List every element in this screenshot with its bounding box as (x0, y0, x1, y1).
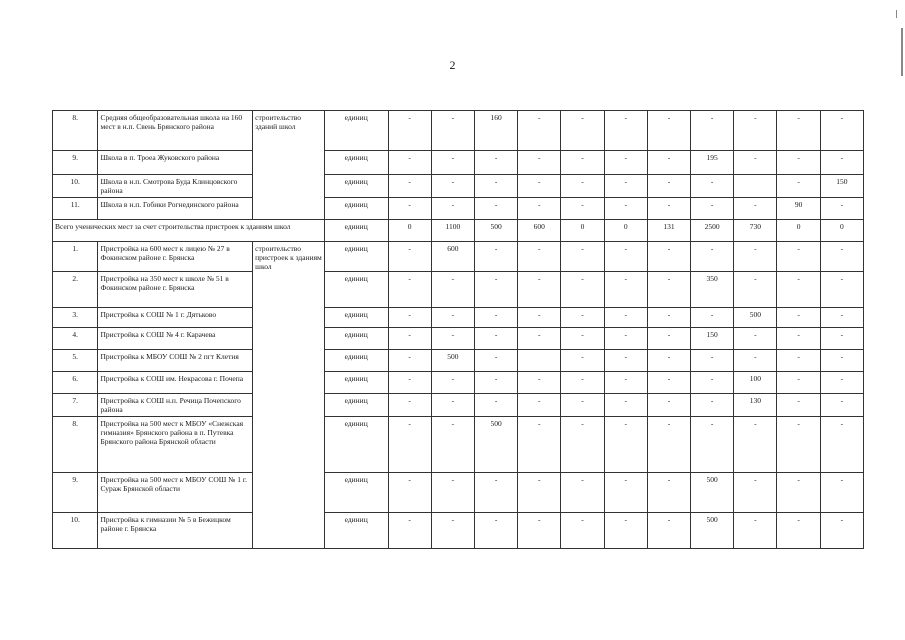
value-cell: 500 (474, 417, 517, 473)
table-row (53, 372, 864, 394)
value-cell: 500 (431, 350, 474, 372)
value-cell: - (431, 272, 474, 308)
value-cell: - (777, 328, 820, 350)
value-cell: 195 (691, 151, 734, 175)
value-cell: 0 (604, 220, 647, 242)
value-cell: - (777, 111, 820, 151)
value-cell: - (388, 350, 431, 372)
object-name: Школа в н.п. Смотрова Буда Клинцовского района (98, 175, 253, 198)
value-cell: - (474, 272, 517, 308)
value-cell: - (518, 417, 561, 473)
value-cell: 500 (734, 308, 777, 328)
unit-label: единиц (324, 394, 388, 417)
value-cell: - (647, 111, 690, 151)
unit-label: единиц (324, 473, 388, 513)
row-number: 8. (53, 111, 98, 151)
value-cell: - (474, 513, 517, 549)
value-cell: 150 (820, 175, 863, 198)
value-cell: - (518, 372, 561, 394)
value-cell: - (431, 308, 474, 328)
row-number: 10. (53, 513, 98, 549)
value-cell: - (561, 272, 604, 308)
value-cell: - (431, 417, 474, 473)
value-cell: - (518, 151, 561, 175)
value-cell: - (734, 328, 777, 350)
value-cell: - (561, 111, 604, 151)
value-cell: - (820, 372, 863, 394)
value-cell: - (518, 473, 561, 513)
value-cell: - (691, 308, 734, 328)
value-cell: - (561, 372, 604, 394)
total-label: Всего ученических мест за счет строительства пристроек к зданиям школ (53, 220, 325, 242)
table-row (53, 394, 864, 417)
value-cell: - (647, 151, 690, 175)
value-cell: - (777, 175, 820, 198)
value-cell: - (691, 175, 734, 198)
row-number: 3. (53, 308, 98, 328)
value-cell: - (820, 272, 863, 308)
unit-label: единиц (324, 308, 388, 328)
value-cell: - (431, 198, 474, 220)
value-cell: - (734, 198, 777, 220)
value-cell: - (777, 473, 820, 513)
row-number: 10. (53, 175, 98, 198)
value-cell: - (647, 394, 690, 417)
value-cell: - (388, 175, 431, 198)
table-row (53, 308, 864, 328)
edge-tick-mark (896, 10, 897, 18)
value-cell: - (604, 198, 647, 220)
value-cell: - (734, 417, 777, 473)
value-cell: - (431, 394, 474, 417)
value-cell: - (647, 308, 690, 328)
value-cell: - (474, 372, 517, 394)
value-cell: - (820, 328, 863, 350)
value-cell: - (777, 242, 820, 272)
value-cell: - (474, 242, 517, 272)
value-cell: - (777, 394, 820, 417)
value-cell: - (561, 308, 604, 328)
value-cell: - (561, 151, 604, 175)
value-cell: - (518, 394, 561, 417)
object-name: Пристройка к МБОУ СОШ № 2 пгт Клетня (98, 350, 253, 372)
category-label: строительство зданий школ (253, 111, 325, 220)
value-cell: - (691, 198, 734, 220)
value-cell: - (691, 350, 734, 372)
data-table (52, 110, 864, 549)
value-cell: - (734, 272, 777, 308)
value-cell: 0 (561, 220, 604, 242)
value-cell: - (474, 308, 517, 328)
value-cell: - (820, 198, 863, 220)
table-row (53, 473, 864, 513)
value-cell: - (388, 198, 431, 220)
value-cell: 600 (431, 242, 474, 272)
value-cell: 131 (647, 220, 690, 242)
value-cell: 500 (474, 220, 517, 242)
value-cell: - (518, 111, 561, 151)
unit-label: единиц (324, 242, 388, 272)
row-number: 1. (53, 242, 98, 272)
value-cell: - (647, 350, 690, 372)
value-cell: - (734, 513, 777, 549)
value-cell: - (777, 350, 820, 372)
value-cell: - (734, 242, 777, 272)
object-name: Пристройка к СОШ № 1 г. Дятьково (98, 308, 253, 328)
value-cell: - (604, 417, 647, 473)
value-cell: - (431, 372, 474, 394)
value-cell: - (820, 242, 863, 272)
unit-label: единиц (324, 350, 388, 372)
value-cell: - (561, 198, 604, 220)
value-cell: - (474, 350, 517, 372)
value-cell: - (474, 175, 517, 198)
value-cell: - (604, 272, 647, 308)
value-cell: 500 (691, 513, 734, 549)
value-cell: - (734, 151, 777, 175)
value-cell: - (647, 272, 690, 308)
object-name: Пристройка к гимназии № 5 в Бежицком районе г. Брянска (98, 513, 253, 549)
value-cell (734, 175, 777, 198)
object-name: Пристройка к СОШ н.п. Речица Почепского района (98, 394, 253, 417)
row-number: 7. (53, 394, 98, 417)
table-row (53, 111, 864, 151)
value-cell: 0 (388, 220, 431, 242)
value-cell: - (777, 513, 820, 549)
value-cell: - (604, 394, 647, 417)
value-cell: - (388, 111, 431, 151)
value-cell: 160 (474, 111, 517, 151)
unit-label: единиц (324, 198, 388, 220)
value-cell (518, 350, 561, 372)
table-row (53, 242, 864, 272)
value-cell: - (431, 111, 474, 151)
value-cell: - (820, 151, 863, 175)
value-cell: - (561, 175, 604, 198)
value-cell: - (777, 272, 820, 308)
value-cell: - (604, 473, 647, 513)
value-cell: 150 (691, 328, 734, 350)
value-cell: - (604, 372, 647, 394)
value-cell: - (647, 513, 690, 549)
row-number: 11. (53, 198, 98, 220)
value-cell: - (474, 151, 517, 175)
value-cell: 0 (820, 220, 863, 242)
value-cell: - (518, 308, 561, 328)
value-cell: - (474, 394, 517, 417)
row-number: 6. (53, 372, 98, 394)
value-cell: - (820, 308, 863, 328)
value-cell: - (518, 328, 561, 350)
row-number: 4. (53, 328, 98, 350)
value-cell: - (691, 111, 734, 151)
unit-label: единиц (324, 272, 388, 308)
value-cell: - (820, 417, 863, 473)
value-cell: - (604, 308, 647, 328)
value-cell: - (474, 198, 517, 220)
value-cell: - (777, 151, 820, 175)
value-cell: - (647, 328, 690, 350)
value-cell: 350 (691, 272, 734, 308)
table-row (53, 350, 864, 372)
unit-label: единиц (324, 513, 388, 549)
value-cell: - (604, 350, 647, 372)
table-row (53, 328, 864, 350)
value-cell: - (691, 242, 734, 272)
value-cell: - (388, 151, 431, 175)
value-cell: - (647, 473, 690, 513)
value-cell: 600 (518, 220, 561, 242)
value-cell: 130 (734, 394, 777, 417)
value-cell: - (691, 417, 734, 473)
value-cell: - (734, 473, 777, 513)
value-cell: - (777, 308, 820, 328)
value-cell: - (647, 175, 690, 198)
value-cell: 730 (734, 220, 777, 242)
object-name: Пристройка на 500 мест к МБОУ «Снежская гимназия» Брянского района в п. Путевка Брянского района Брянской области (98, 417, 253, 473)
unit-label: единиц (324, 111, 388, 151)
value-cell: - (604, 151, 647, 175)
unit-label: единиц (324, 175, 388, 198)
value-cell: - (604, 175, 647, 198)
object-name: Пристройка к СОШ им. Некрасова г. Почепа (98, 372, 253, 394)
value-cell: 500 (691, 473, 734, 513)
value-cell: - (561, 350, 604, 372)
value-cell: - (388, 473, 431, 513)
value-cell: - (474, 328, 517, 350)
value-cell: - (734, 111, 777, 151)
value-cell: - (388, 513, 431, 549)
table-row (53, 513, 864, 549)
object-name: Пристройка к СОШ № 4 г. Карачева (98, 328, 253, 350)
value-cell: 0 (777, 220, 820, 242)
value-cell: - (518, 175, 561, 198)
table-row (53, 198, 864, 220)
category-label: строительство пристроек к зданиям школ (253, 242, 325, 549)
value-cell: - (691, 372, 734, 394)
value-cell: - (561, 473, 604, 513)
value-cell: - (388, 417, 431, 473)
value-cell: - (777, 417, 820, 473)
value-cell: - (820, 394, 863, 417)
value-cell: - (691, 394, 734, 417)
table-row (53, 175, 864, 198)
object-name: Школа в п. Троеа Жуковского района (98, 151, 253, 175)
value-cell: - (388, 328, 431, 350)
value-cell: - (518, 198, 561, 220)
value-cell: - (474, 473, 517, 513)
value-cell: - (820, 111, 863, 151)
value-cell: 90 (777, 198, 820, 220)
value-cell: - (518, 272, 561, 308)
value-cell: - (604, 328, 647, 350)
value-cell: - (431, 175, 474, 198)
row-number: 8. (53, 417, 98, 473)
value-cell: - (734, 350, 777, 372)
value-cell: - (561, 242, 604, 272)
value-cell: - (647, 372, 690, 394)
object-name: Средняя общеобразовательная школа на 160 мест в н.п. Свень Брянского района (98, 111, 253, 151)
table-row (53, 272, 864, 308)
table-row (53, 417, 864, 473)
object-name: Пристройка на 600 мест к лицею № 27 в Фокинском районе г. Брянска (98, 242, 253, 272)
value-cell: - (647, 242, 690, 272)
value-cell: - (388, 272, 431, 308)
value-cell: - (561, 328, 604, 350)
object-name: Пристройка на 350 мест к школе № 51 в Фокинском районе г. Брянска (98, 272, 253, 308)
value-cell: - (431, 151, 474, 175)
unit-label: единиц (324, 151, 388, 175)
unit-label: единиц (324, 372, 388, 394)
value-cell: 1100 (431, 220, 474, 242)
value-cell: - (820, 513, 863, 549)
value-cell: - (561, 417, 604, 473)
value-cell: - (518, 242, 561, 272)
value-cell: - (431, 513, 474, 549)
unit-label: единиц (324, 328, 388, 350)
value-cell: - (820, 473, 863, 513)
value-cell: - (604, 513, 647, 549)
unit-label: единиц (324, 220, 388, 242)
value-cell: - (561, 513, 604, 549)
value-cell: - (604, 111, 647, 151)
value-cell: - (388, 242, 431, 272)
value-cell: - (820, 350, 863, 372)
row-number: 9. (53, 151, 98, 175)
object-name: Пристройка на 500 мест к МБОУ СОШ № 1 г. Сураж Брянской области (98, 473, 253, 513)
value-cell: - (647, 417, 690, 473)
value-cell: - (604, 242, 647, 272)
value-cell: - (388, 308, 431, 328)
value-cell: - (561, 394, 604, 417)
value-cell: - (518, 513, 561, 549)
row-number: 9. (53, 473, 98, 513)
row-number: 2. (53, 272, 98, 308)
value-cell: - (431, 473, 474, 513)
value-cell: - (388, 372, 431, 394)
value-cell: - (388, 394, 431, 417)
unit-label: единиц (324, 417, 388, 473)
value-cell: 2500 (691, 220, 734, 242)
value-cell: - (431, 328, 474, 350)
row-number: 5. (53, 350, 98, 372)
value-cell: - (777, 372, 820, 394)
page-number: 2 (449, 58, 456, 72)
value-cell: 100 (734, 372, 777, 394)
table-row (53, 151, 864, 175)
value-cell: - (647, 198, 690, 220)
table-total-row (53, 220, 864, 242)
object-name: Школа в н.п. Гобики Рогнединского района (98, 198, 253, 220)
